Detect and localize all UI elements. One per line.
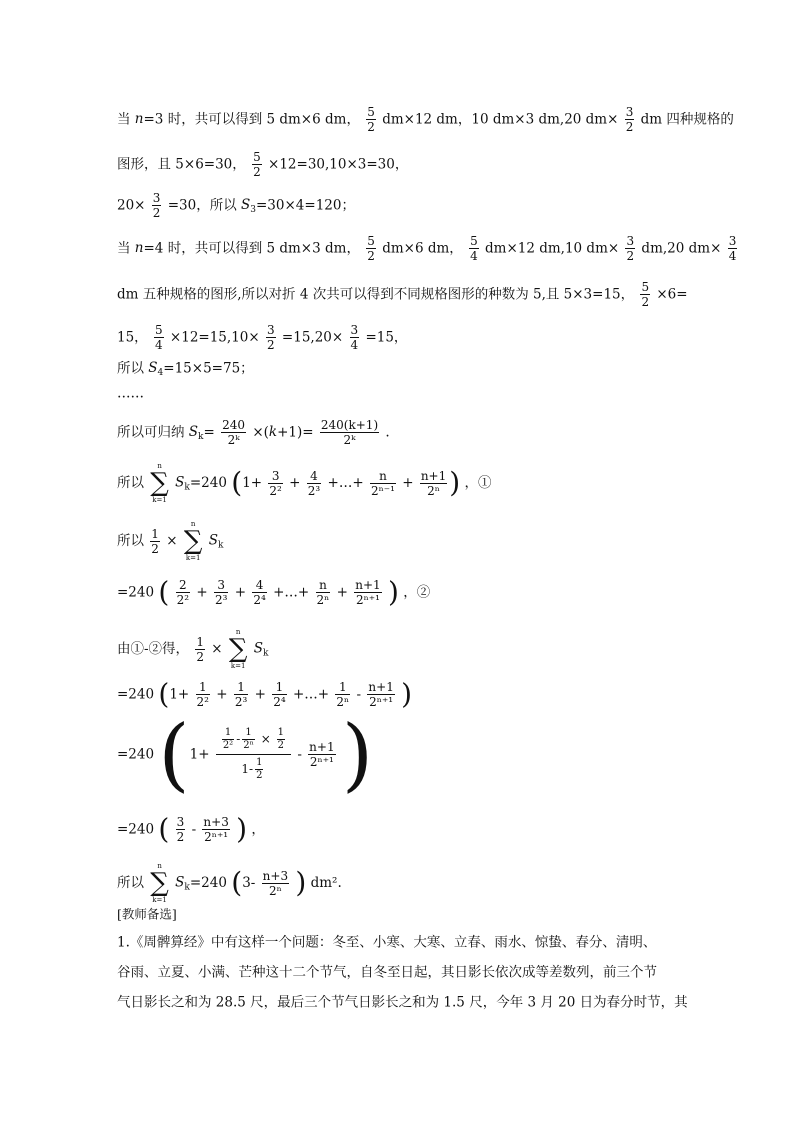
text: 所以 [117, 360, 149, 377]
fraction: $\frac{3}{2}$ [176, 815, 185, 844]
text: 1- [241, 762, 254, 776]
text: 所以 [117, 475, 144, 491]
section-label: [教师备选] [117, 906, 177, 922]
fraction: $\frac{3}{\text{2²}}$ [269, 468, 282, 498]
text: = [203, 424, 215, 441]
line-2 [117, 150, 408, 179]
text: 由①-②得， [117, 641, 190, 657]
text: =240 [117, 686, 155, 703]
fraction: $\frac{3}{2}$ [152, 191, 161, 220]
text: 1.《周髀算经》中有这样一个问题：冬至、小寒、大寒、立春、雨水、惊蛰、春分、清明、 [117, 934, 657, 951]
fraction: $\frac{4}{\text{2³}}$ [307, 468, 321, 498]
fraction: $\frac{5}{2}$ [641, 280, 650, 309]
fraction: $\frac{3}{4}$ [350, 323, 359, 352]
text: × [166, 533, 178, 549]
summation-sign: n ∑ k=1 [150, 462, 169, 504]
text: - [236, 732, 241, 746]
text: =15， [365, 329, 408, 346]
subscript: k [263, 648, 269, 659]
fraction: $\frac{3}{4}$ [728, 234, 737, 263]
text: dm 四种规格的 [640, 111, 734, 128]
summation-sign: n ∑ k=1 [150, 862, 169, 904]
text: 所以 [117, 533, 144, 549]
fraction: $\frac{n+1}{\text{2ⁿ}}$ [420, 468, 447, 498]
fraction: $\frac{5}{4}$ [154, 323, 163, 352]
subscript: 3 [250, 205, 256, 215]
fraction: $\frac{1}{2}$ [196, 634, 204, 664]
text: =240 [189, 475, 227, 491]
fraction: $\frac{n}{\text{2ⁿ}}$ [316, 578, 330, 607]
fraction: $\frac{240(k+1)}{\text{2ᵏ}}$ [320, 418, 379, 447]
fraction: $\frac{5}{2}$ [367, 105, 375, 134]
text: . [385, 424, 390, 441]
text: dm,20 dm× [641, 240, 722, 257]
fraction: $\frac{3}{2}$ [625, 105, 634, 134]
line-8 [117, 384, 144, 403]
text: dm². [310, 875, 342, 891]
text: =240 [117, 746, 155, 763]
fraction: $\frac{n+1}{\text{2ⁿ⁺¹}}$ [355, 578, 381, 607]
text: + [254, 686, 266, 703]
subscript: k [217, 540, 224, 551]
text: 15， [117, 329, 148, 346]
line-11 [117, 520, 223, 562]
text: =4 时，共可以得到 5 dm×3 dm， [143, 240, 360, 257]
compound-fraction [216, 725, 291, 784]
summation-sign: n ∑ k=1 [183, 520, 203, 562]
fraction: $\frac{5}{2}$ [367, 234, 375, 263]
fraction: $\frac{n}{\text{2ⁿ⁻¹}}$ [370, 468, 395, 498]
text: =15,20× [281, 329, 344, 346]
text: ， [251, 821, 265, 838]
fraction: $\frac{2}{\text{2²}}$ [176, 578, 190, 607]
subscript: k [198, 432, 204, 442]
summation-sign: n ∑ k=1 [228, 628, 248, 670]
line-1 [117, 105, 734, 134]
text: =240 [117, 584, 155, 601]
text: dm 五种规格的图形,所以对折 4 次共可以得到不同规格图形的种数为 5,且 5×3=15， [117, 286, 635, 303]
fraction: $\frac{1}{2}$ [277, 727, 285, 751]
line-5 [117, 280, 688, 309]
text: 1+ [242, 475, 263, 491]
line-7 [117, 359, 254, 382]
subscript: 4 [157, 368, 164, 378]
text: × [256, 732, 275, 746]
text: ，① [464, 475, 492, 491]
var-s: S [188, 424, 199, 440]
text: 气日影长之和为 28.5 尺，最后三个节气日影长之和为 1.5 尺，今年 3 月 20 日为春分时节，其 [117, 994, 688, 1011]
text: 1+ [169, 686, 190, 703]
text: + [289, 475, 301, 491]
fraction: $\frac{1}{\text{2³}}$ [234, 680, 248, 709]
text: 1+ [189, 746, 210, 763]
var-s: S [148, 360, 158, 376]
fraction: $\frac{n+1}{\text{2ⁿ⁺¹}}$ [309, 740, 335, 769]
text: × [211, 641, 223, 657]
text: 所以 [117, 875, 144, 891]
fraction: $\frac{n+3}{\text{2ⁿ⁺¹}}$ [203, 815, 229, 844]
var-n: n [134, 240, 144, 256]
text: ，② [403, 584, 431, 601]
line-19 [117, 933, 656, 952]
line-9 [117, 418, 390, 447]
text: 20× [117, 197, 146, 214]
fraction: $\frac{1}{\text{2ⁿ}}$ [243, 727, 254, 751]
fraction: $\frac{1}{\text{2²}}$ [196, 680, 209, 709]
fraction: $\frac{1}{\text{2⁴}}$ [273, 680, 286, 709]
text: +1)= [277, 424, 314, 441]
line-6 [117, 323, 407, 352]
fraction: $\frac{3}{2}$ [266, 323, 275, 352]
fraction: $\frac{3}{\text{2³}}$ [214, 578, 228, 607]
text: - [297, 746, 302, 763]
text: + [216, 686, 228, 703]
fraction: $\frac{1}{\text{2ⁿ}}$ [336, 680, 350, 709]
text: 图形，且 5×6=30， [117, 156, 246, 173]
subscript: k [184, 882, 190, 893]
text: =30，所以 [167, 197, 242, 214]
text: dm×12 dm,10 dm× [485, 240, 620, 257]
text: ×12=30,10×3=30， [268, 156, 409, 173]
line-10: 所以 n ∑ k=1 $S_k=240$ (1+ $\frac{3}{\text{2²}}$ + $\frac{4}{\text{2³}}$ +…+ $\frac{n}{\text{2ⁿ⁻¹}}$ + $\frac{n+1}{\text{2ⁿ}}$ ) ，① [117, 462, 492, 504]
text: +…+ [273, 584, 310, 601]
ellipsis: …… [117, 385, 144, 402]
text: dm×12 dm，10 dm×3 dm,20 dm× [382, 111, 619, 128]
line-12: =240 ( $\frac{2}{\text{2²}}$ + $\frac{3}{\text{2³}}$ + $\frac{4}{\text{2⁴}}$ +…+ $\frac{n}{\text{2ⁿ}}$ + $\frac{n+1}{\text{2ⁿ⁺¹}}$ ) ，② [117, 575, 431, 609]
var-s: S [175, 874, 185, 891]
text: + [402, 475, 414, 491]
text: +…+ [327, 475, 364, 491]
text: 谷雨、立夏、小满、芒种这十二个节气，自冬至日起，其日影长依次成等差数列，前三个节 [117, 964, 657, 981]
fraction: $\frac{n+1}{\text{2ⁿ⁺¹}}$ [368, 680, 394, 709]
text: 所以可归纳 [117, 424, 189, 441]
fraction: $\frac{240}{\text{2ᵏ}}$ [222, 418, 246, 447]
text: =240 [189, 875, 227, 891]
line-3 [117, 191, 355, 220]
fraction: $\frac{3}{2}$ [626, 234, 635, 263]
line-20 [117, 963, 657, 982]
text: ×6= [656, 286, 688, 303]
line-21 [117, 993, 688, 1012]
text: + [234, 584, 247, 601]
var-s: S [241, 197, 251, 213]
line-18 [117, 905, 177, 924]
text: - [191, 821, 197, 838]
line-14: =240 (1+ $\frac{1}{\text{2²}}$ + $\frac{1}{\text{2³}}$ + $\frac{1}{\text{2⁴}}$ +…+ $\frac{1}{\text{2ⁿ}}$ - $\frac{n+1}{\text{2ⁿ⁺¹}}$ ) [117, 677, 413, 711]
text: 当 [117, 111, 135, 128]
text: =240 [117, 821, 155, 838]
text: dm×6 dm， [382, 240, 463, 257]
line-16: =240 ( $\frac{3}{2}$ - $\frac{n+3}{\text{2ⁿ⁺¹}}$ ) ， [117, 812, 265, 846]
subscript: k [184, 482, 190, 493]
fraction: $\frac{1}{2}$ [256, 757, 263, 781]
line-13 [117, 628, 268, 670]
text: + [196, 584, 208, 601]
fraction: $\frac{5}{2}$ [253, 150, 261, 179]
text: +…+ [293, 686, 330, 703]
fraction: $\frac{n+3}{\text{2ⁿ}}$ [262, 868, 289, 898]
fraction: $\frac{1}{2}$ [151, 526, 159, 556]
text: + [336, 584, 348, 601]
text: =30×4=120； [256, 197, 355, 214]
text: ×12=15,10× [169, 329, 260, 346]
text: =15×5=75； [163, 360, 254, 377]
line-17: 所以 n ∑ k=1 $S_k=240$ (3- $\frac{n+3}{\text{2ⁿ}}$ ) dm². [117, 862, 342, 904]
var-s: S [253, 640, 264, 657]
text: - [356, 686, 362, 703]
line-15: =240 (1+ $\frac{1}{\text{2²}}$ - $\frac{1}{\text{2ⁿ}}$ × $\frac{1}{2}$ 1- $\frac{1}{2}$ - $\frac{n+1}{\text{2ⁿ⁺¹}}$ ) [117, 707, 374, 801]
line-4 [117, 234, 739, 263]
text: =3 时，共可以得到 5 dm×6 dm， [143, 111, 360, 128]
var-n: n [134, 111, 144, 127]
var-s: S [208, 532, 218, 549]
text: 3- [242, 875, 256, 891]
fraction: $\frac{5}{4}$ [470, 234, 478, 263]
var-k: k [268, 424, 278, 440]
text: 当 [117, 240, 135, 257]
fraction: $\frac{1}{\text{2²}}$ [222, 727, 234, 751]
text: ×( [252, 424, 269, 441]
fraction: $\frac{4}{\text{2⁴}}$ [253, 578, 266, 607]
var-s: S [175, 474, 185, 491]
